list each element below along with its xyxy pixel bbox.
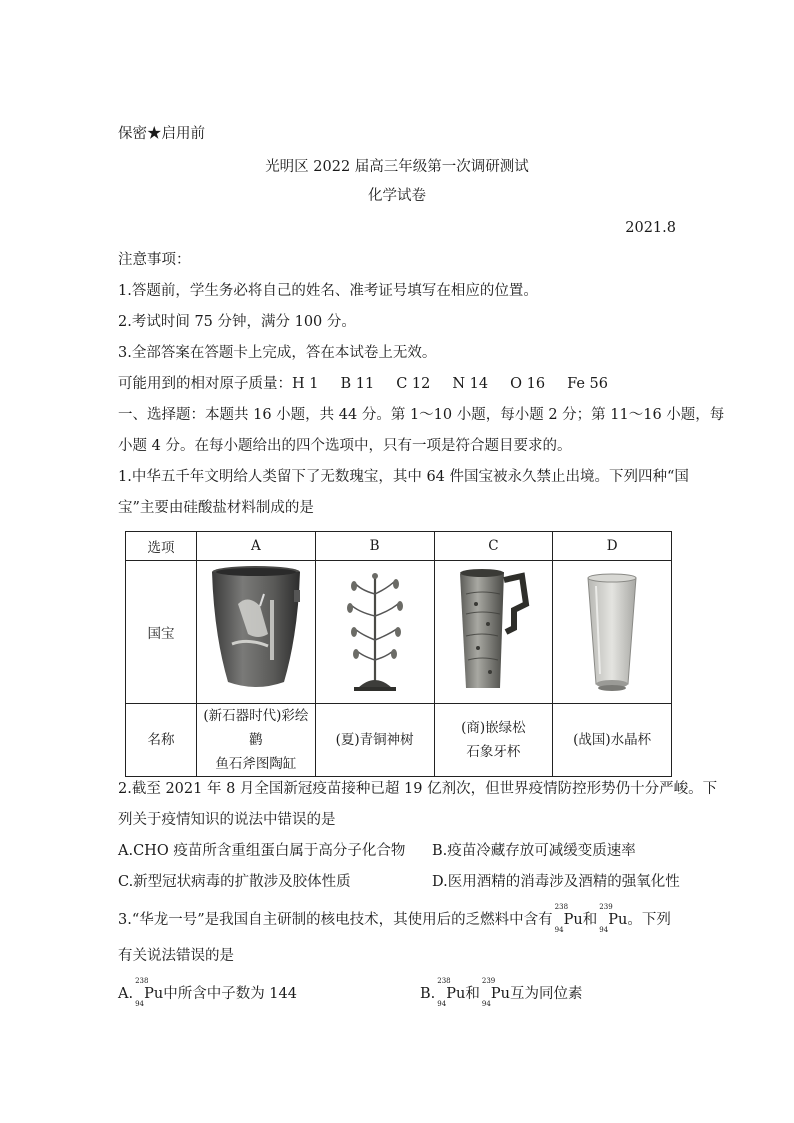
atomic-mass-c: C 12 — [396, 376, 431, 392]
option-c-name-line1: (商)嵌绿松 — [461, 720, 526, 736]
q2-stem-1: 2.截至 2021 年 8 月全国新冠疫苗接种已超 19 亿剂次，但世界疫情防控形势仍十分严峻。下 — [118, 781, 718, 797]
option-a-image-cell — [197, 561, 316, 704]
q1-stem-2: 宝”主要由硅酸盐材料制成的是 — [118, 500, 314, 516]
ivory-cup-icon — [452, 564, 534, 696]
header-label-cell: 选项 — [126, 532, 197, 561]
option-d-letter: D — [553, 532, 672, 561]
notice-item-1: 1.答题前，学生务必将自己的姓名、准考证号填写在相应的位置。 — [118, 283, 538, 299]
isotope-pu239 — [599, 903, 628, 934]
atomic-masses-line — [118, 374, 608, 394]
option-a-name — [197, 704, 316, 777]
atomic-mass-o: O 16 — [510, 376, 546, 392]
option-a-name-line2: 鱼石斧图陶缸 — [215, 756, 297, 772]
q2-option-b: B.疫苗冷藏存放可减缓变质速率 — [432, 843, 636, 859]
isotope-symbol: Pu — [563, 912, 583, 928]
option-b-letter: B — [315, 532, 434, 561]
q3-option-b-suffix: 互为同位素 — [509, 986, 583, 1002]
option-d-name — [553, 704, 672, 777]
isotope-number: 94 — [437, 1000, 447, 1008]
option-b-image-cell — [315, 561, 434, 704]
q2-option-a: A.CHO 疫苗所含重组蛋白属于高分子化合物 — [118, 843, 406, 859]
isotope-symbol: Pu — [446, 986, 466, 1002]
q3-stem-part2: 。下列 — [627, 912, 671, 928]
option-a-letter: A — [197, 532, 316, 561]
isotope-number: 94 — [481, 1000, 491, 1008]
table-row — [126, 704, 672, 777]
painted-pottery-jar-icon — [208, 564, 304, 696]
option-d-image-cell — [553, 561, 672, 704]
isotope-mass: 238 — [135, 977, 149, 985]
isotope-symbol: Pu — [608, 912, 628, 928]
notice-item-3: 3.全部答案在答题卡上完成，答在本试卷上无效。 — [118, 345, 437, 361]
atomic-masses-label: 可能用到的相对原子质量： — [118, 376, 292, 392]
q3-stem-2: 有关说法错误的是 — [118, 948, 234, 964]
atomic-mass-fe: Fe 56 — [567, 376, 608, 392]
option-c-image-cell — [434, 561, 553, 704]
isotope-pu238 — [554, 903, 583, 934]
q3-option-a-prefix: A. — [118, 986, 134, 1002]
isotope-pu238 — [437, 977, 466, 1008]
notice-title: 注意事项： — [118, 252, 191, 268]
crystal-cup-icon — [582, 564, 642, 696]
option-a-name-line1: (新石器时代)彩绘鹳 — [203, 708, 309, 748]
q2-option-c: C.新型冠状病毒的扩散涉及胶体性质 — [118, 874, 351, 890]
isotope-number: 94 — [554, 926, 564, 934]
q3-option-a — [118, 977, 297, 1008]
q3-option-a-suffix: 中所含中子数为 144 — [163, 986, 297, 1002]
isotope-number: 94 — [599, 926, 609, 934]
isotope-symbol: Pu — [144, 986, 164, 1002]
q3-option-b-prefix: B. — [420, 986, 436, 1002]
atomic-mass-h: H 1 — [292, 376, 319, 392]
section1-intro-1: 一、选择题：本题共 16 小题，共 44 分。第 1～10 小题，每小题 2 分；第 11～16 小题，每 — [118, 407, 725, 423]
isotope-pu239 — [481, 977, 510, 1008]
atomic-mass-b: B 11 — [340, 376, 375, 392]
bronze-tree-icon — [340, 564, 410, 696]
isotope-pu238 — [135, 977, 164, 1008]
option-b-name — [315, 704, 434, 777]
q3-stem-part1: 3.“华龙一号”是我国自主研制的核电技术，其使用后的乏燃料中含有 — [118, 912, 553, 928]
option-c-letter: C — [434, 532, 553, 561]
section1-intro-2: 小题 4 分。在每小题给出的四个选项中，只有一项是符合题目要求的。 — [118, 438, 572, 454]
table-row — [126, 561, 672, 704]
subject-title: 化学试卷 — [368, 188, 426, 204]
isotope-mass: 238 — [437, 977, 451, 985]
option-c-name — [434, 704, 553, 777]
option-b-name-line1: (夏)青铜神树 — [335, 732, 414, 748]
isotope-mass: 239 — [599, 903, 613, 911]
confidential-label: 保密★启用前 — [118, 126, 205, 142]
q2-option-d: D.医用酒精的消毒涉及酒精的强氧化性 — [432, 874, 680, 890]
isotope-mass: 238 — [554, 903, 569, 911]
isotope-number: 94 — [135, 1000, 145, 1008]
isotope-mass: 239 — [481, 977, 496, 985]
treasure-label-cell: 国宝 — [126, 561, 197, 704]
exam-date: 2021.8 — [625, 220, 676, 236]
q3-option-b — [420, 977, 583, 1008]
treasure-table — [125, 531, 672, 777]
table-row — [126, 532, 672, 561]
notice-item-2: 2.考试时间 75 分钟，满分 100 分。 — [118, 314, 356, 330]
isotope-symbol: Pu — [490, 986, 510, 1002]
option-d-name-line1: (战国)水晶杯 — [573, 732, 652, 748]
exam-title: 光明区 2022 届高三年级第一次调研测试 — [265, 159, 529, 175]
atomic-mass-n: N 14 — [452, 376, 489, 392]
q3-stem-1 — [118, 903, 671, 934]
option-c-name-line2: 石象牙杯 — [466, 744, 521, 760]
q3-option-b-and: 和 — [465, 986, 480, 1002]
q2-stem-2: 列关于疫情知识的说法中错误的是 — [118, 812, 336, 828]
q1-stem-1: 1.中华五千年文明给人类留下了无数瑰宝，其中 64 件国宝被永久禁止出境。下列四种“国 — [118, 469, 689, 485]
name-label-cell: 名称 — [126, 704, 197, 777]
q3-stem-and: 和 — [582, 912, 598, 928]
